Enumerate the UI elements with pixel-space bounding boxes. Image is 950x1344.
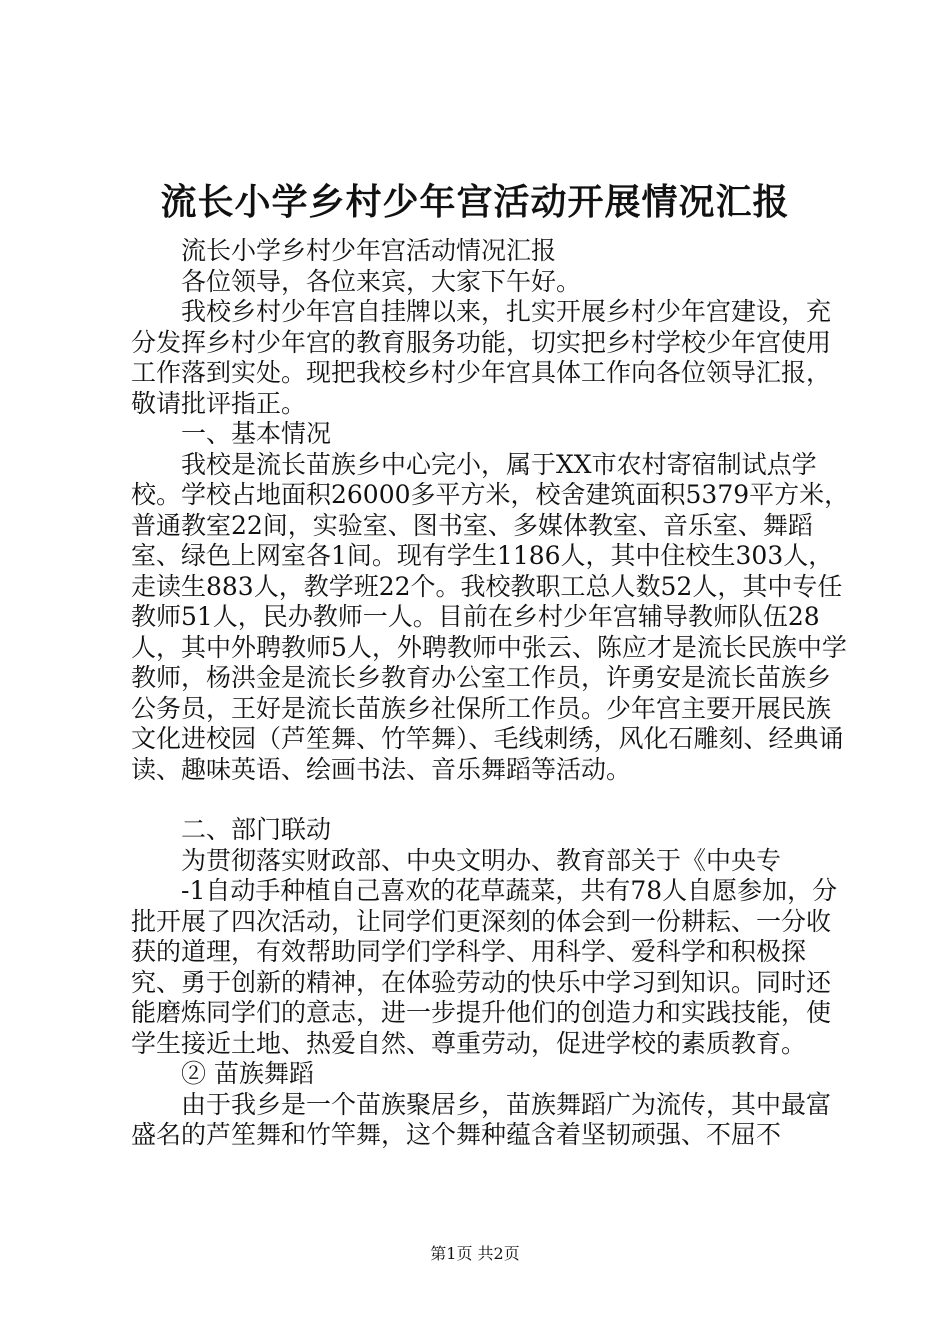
document-title: 流长小学乡村少年宫活动开展情况汇报 [160, 181, 790, 223]
planting-activity-paragraph: -1自动手种植自己喜欢的花草蔬菜，共有78人自愿参加，分批开展了四次活动，让同学们更深刻的体会到一份耕耘、一分收获的道理，有效帮助同学们学科学、用科学、爱科学和积极探究、勇于创新的精神，在体验劳动的快乐中学习到知识。同时还能磨炼同学们的意志，进一步提升他们的创造力和实践技能，使学生接近土地、热爱自然、尊重劳动，促进学校的素质教育。 [131, 876, 838, 1058]
report-subtitle: 流长小学乡村少年宫活动情况汇报 [181, 236, 557, 265]
section-heading-departments: 二、部门联动 [181, 815, 332, 844]
document-body [131, 236, 851, 1151]
subheading-miao-dance: ② 苗族舞蹈 [181, 1059, 314, 1088]
greeting-paragraph: 各位领导，各位来宾，大家下午好。 [181, 266, 582, 296]
departments-paragraph: 为贯彻落实财政部、中央文明办、教育部关于《中央专 [181, 845, 782, 875]
page-number-footer: 第1页 共2页 [430, 1244, 520, 1263]
miao-dance-paragraph: 由于我乡是一个苗族聚居乡，苗族舞蹈广为流传，其中最富盛名的芦笙舞和竹竿舞，这个舞种蕴含着坚韧顽强、不屈不 [131, 1089, 832, 1149]
intro-paragraph: 我校乡村少年宫自挂牌以来，扎实开展乡村少年宫建设，充分发挥乡村少年宫的教育服务功能，切实把乡村学校少年宫使用工作落到实处。现把我校乡村少年宫具体工作向各位领导汇报，敬请批评指正。 [131, 297, 832, 418]
section-heading-basic: 一、基本情况 [181, 419, 332, 448]
basic-info-paragraph: 我校是流长苗族乡中心完小，属于XX市农村寄宿制试点学校。学校占地面积26000多平方米，校舍建筑面积5379平方米，普通教室22间，实验室、图书室、多媒体教室、音乐室、舞蹈室、绿色上网室各1间。现有学生1186人，其中住校生303人，走读生883人，教学班22个。我校教职工总人数52人，其中专任教师51人，民办教师一人。目前在乡村少年宫辅导教师队伍28人，其中外聘教师5人，外聘教师中张云、陈应才是流长民族中学教师，杨洪金是流长乡教育办公室工作员，许勇安是流长苗族乡公务员，王好是流长苗族乡社保所工作员。少年宫主要开展民族文化进校园（芦笙舞、竹竿舞）、毛线刺绣，风化石雕刻、经典诵读、趣味英语、绘画书法、音乐舞蹈等活动。 [131, 449, 850, 784]
